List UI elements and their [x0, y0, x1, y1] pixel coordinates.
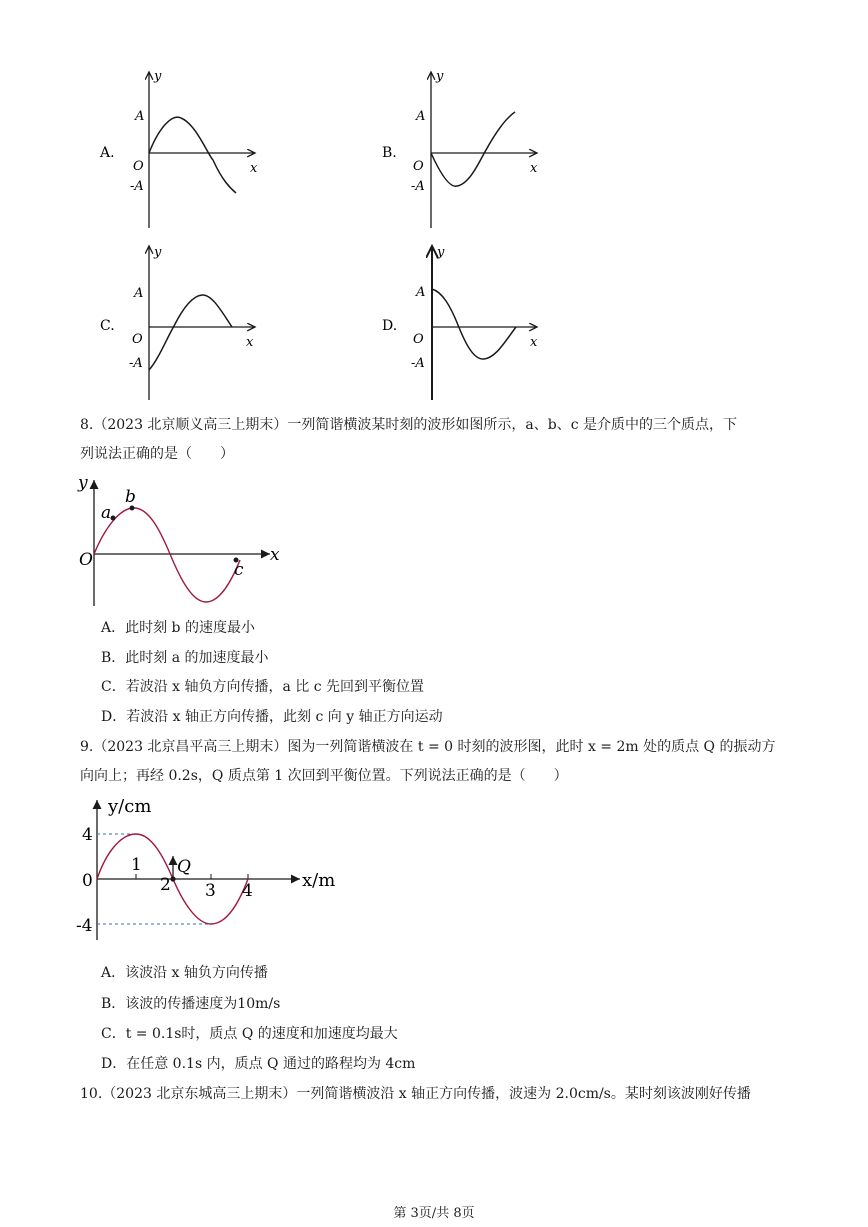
neg-amplitude-label: -A — [129, 356, 143, 371]
y-label: y — [154, 245, 162, 260]
page-number: 第 3页/共 8页 — [393, 1206, 475, 1221]
origin-label: O — [79, 550, 93, 570]
q9-stem-line1: 9.（2023 北京昌平高三上期末）图为一列简谐横波在 t = 0 时刻的波形图，此时 x = 2m 处的质点 Q 的振动方 — [80, 739, 776, 755]
neg-amplitude-label: -A — [411, 179, 425, 194]
graph-d — [382, 245, 538, 400]
q9-option-a[interactable]: A．该波沿 x 轴负方向传播 — [101, 965, 268, 981]
amplitude-label: A — [416, 109, 426, 124]
q9-option-c[interactable]: C．t = 0.1s时，质点 Q 的速度和加速度均最大 — [101, 1026, 398, 1042]
q10-stem-line1: 10.（2023 北京东城高三上期末）一列简谐横波沿 x 轴正方向传播，波速为 2.0cm/s。某时刻该波刚好传播 — [80, 1086, 751, 1102]
point-b-label: b — [125, 487, 136, 507]
option-label: C. — [100, 318, 115, 334]
y-label: y — [437, 245, 445, 260]
x-label: x — [246, 335, 254, 350]
y-axis-label: y/cm — [108, 796, 152, 817]
amplitude-label: A — [416, 285, 426, 300]
origin-label: O — [413, 332, 424, 347]
sine-curve — [431, 112, 515, 186]
cosine-curve — [432, 289, 516, 359]
neg-amplitude-label: -A — [411, 356, 425, 371]
amplitude-label: A — [135, 109, 145, 124]
option-label: B. — [382, 145, 397, 161]
q8-stem-line2: 列说法正确的是（ ） — [80, 446, 234, 462]
x-tick-1: 1 — [131, 855, 142, 875]
y-tick-4: 4 — [82, 825, 93, 845]
graph-b — [382, 69, 538, 228]
graph-a — [99, 69, 258, 228]
x-label: x — [530, 161, 538, 176]
x-tick-2: 2 — [160, 875, 171, 895]
q9-wave-figure — [70, 790, 350, 950]
origin-label: O — [133, 159, 144, 174]
y-label: y — [154, 69, 162, 84]
sine-curve — [149, 295, 232, 370]
x-tick-3: 3 — [205, 881, 216, 901]
point-q-label: Q — [177, 857, 191, 877]
q9-option-b[interactable]: B．该波的传播速度为10m/s — [101, 996, 281, 1012]
graph-c — [100, 245, 255, 400]
origin-label: O — [132, 332, 143, 347]
q9-stem-line2: 向向上；再经 0.2s，Q 质点第 1 次回到平衡位置。下列说法正确的是（ ） — [80, 768, 568, 784]
point-a-label: a — [101, 503, 112, 523]
x-axis-label: x/m — [302, 870, 336, 891]
option-label: D. — [382, 318, 398, 334]
wave-curve — [94, 508, 240, 602]
y-label: y — [78, 473, 88, 493]
point-a — [111, 516, 116, 521]
origin-label: O — [413, 159, 424, 174]
option-graphs — [0, 0, 868, 410]
point-c-label: c — [234, 560, 244, 580]
neg-amplitude-label: -A — [130, 179, 144, 194]
option-label: A. — [100, 145, 115, 161]
sine-curve — [149, 117, 236, 193]
x-tick-4: 4 — [242, 881, 253, 901]
q8-option-a[interactable]: A．此时刻 b 的速度最小 — [101, 620, 255, 636]
x-label: x — [530, 335, 538, 350]
q8-option-d[interactable]: D．若波沿 x 轴正方向传播，此刻 c 向 y 轴正方向运动 — [101, 709, 443, 725]
q8-wave-figure — [70, 470, 290, 615]
x-label: x — [270, 545, 280, 565]
y-tick-0: 0 — [82, 871, 93, 891]
y-label: y — [436, 69, 444, 84]
q8-option-b[interactable]: B．此时刻 a 的加速度最小 — [101, 650, 269, 666]
q9-option-d[interactable]: D．在任意 0.1s 内，质点 Q 通过的路程均为 4cm — [101, 1056, 416, 1072]
q8-stem-line1: 8.（2023 北京顺义高三上期末）一列简谐横波某时刻的波形如图所示，a、b、c 是介质中的三个质点，下 — [80, 417, 738, 433]
amplitude-label: A — [134, 286, 144, 301]
y-tick-neg4: -4 — [76, 916, 93, 936]
x-label: x — [250, 161, 258, 176]
q8-option-c[interactable]: C．若波沿 x 轴负方向传播，a 比 c 先回到平衡位置 — [101, 679, 425, 695]
